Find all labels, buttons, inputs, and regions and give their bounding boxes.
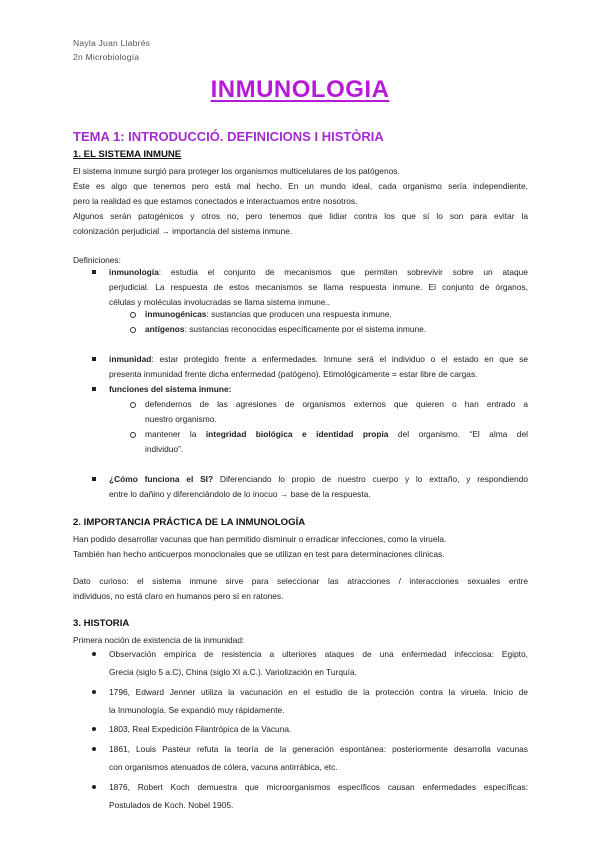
- section-1-heading: 1. EL SISTEMA INMUNE: [73, 149, 182, 160]
- dot-bullet-icon: [92, 785, 96, 789]
- def-inmunologia-b: perjudicial. La respuesta de estos mecanismos se llama respuesta inmune. El conjunto de órganos,: [109, 282, 528, 292]
- def-inmunidad: [109, 354, 528, 364]
- course-name: 2n Microbiología: [73, 52, 140, 62]
- circle-bullet-icon: [130, 312, 136, 318]
- s2-paragraph-3b: individuos, no está claro en humanos pero sí en ratones.: [73, 591, 284, 601]
- def-inmunologia: [109, 267, 528, 277]
- dot-bullet-icon: [92, 652, 96, 656]
- author-name: Nayla Juan Llabrés: [73, 38, 151, 48]
- dot-bullet-icon: [92, 727, 96, 731]
- term-inmunogenicas: inmunogénicas: [145, 309, 207, 319]
- historia-item-4b: con organismos atenuados de cólera, vacuna antirrábica, etc.: [109, 762, 338, 772]
- circle-bullet-icon: [130, 327, 136, 333]
- term-como-funciona: ¿Cómo funciona el SI?: [109, 474, 214, 484]
- def-antigenos: [145, 324, 426, 334]
- term-antigenos: antígenos: [145, 324, 185, 334]
- term-inmunidad: inmunidad: [109, 354, 152, 364]
- term-funciones: funciones del sistema inmune:: [109, 384, 232, 394]
- historia-item-1b: Grecia (siglo 5 a.C), China (siglo XI a.C.). Variolización en Turquía.: [109, 667, 357, 677]
- circle-bullet-icon: [130, 432, 136, 438]
- funcion-2a-pre: mantener la: [145, 429, 206, 439]
- s2-paragraph-1: Han podido desarrollar vacunas que han permitido disminuir o erradicar infecciones, como la viruela.: [73, 534, 447, 544]
- def-inmunidad-text: : estar protegido frente a enfermedades. Inmune será el individuo o el estado en que se: [151, 354, 528, 364]
- def-inmunogenicas: [145, 309, 392, 319]
- def-funciones: [109, 384, 231, 394]
- funcion-2a: [145, 429, 528, 439]
- s3-intro: Primera noción de existencia de la inmunidad:: [73, 635, 245, 645]
- dot-bullet-icon: [92, 747, 96, 751]
- historia-item-4a: 1861, Louis Pasteur refuta la teoría de la generación espontánea: posteriormente desarrolla vacunas: [109, 744, 528, 754]
- funcion-1a: defendernos de las agresiones de organismos externos que quieren o han entrado a: [145, 399, 528, 409]
- funcion-1b: nuestro organismo.: [145, 414, 217, 424]
- s1-paragraph-2a: Éste es algo que tenemos pero está mal hecho. En un mundo ideal, cada organismo sería independiente,: [73, 181, 528, 191]
- s1-paragraph-1: El sistema inmune surgió para proteger los organismos multicelulares de los patógenos.: [73, 166, 400, 176]
- document-title: INMUNOLOGIA: [210, 76, 390, 103]
- como-funciona: [109, 474, 528, 484]
- como-funciona-b: entre lo dañino y diferenciándolo de lo inocuo → base de la respuesta.: [109, 489, 371, 499]
- dot-bullet-icon: [92, 690, 96, 694]
- s1-paragraph-2b: pero la realidad es que estamos conectados e interactuamos entre nosotros.: [73, 196, 358, 206]
- square-bullet-icon: [92, 477, 96, 481]
- funcion-2a-bold: integridad biológica e identidad propia: [205, 429, 389, 439]
- def-inmunidad-b: presenta inmunidad frente dicha enfermedad (patógeno). Etimológicamente = estar libre de cargas.: [109, 369, 478, 379]
- def-inmunologia-text: : estudia el conjunto de mecanismos que permiten sobrevivir sobre un ataque: [158, 267, 528, 277]
- def-antigenos-text: : sustancias reconocidas específicamente por el sistema inmune.: [184, 324, 427, 334]
- historia-item-5b: Postulados de Koch. Nobel 1905.: [109, 800, 234, 810]
- como-funciona-text: Diferenciando lo propio de nuestro cuerpo y lo extraño, y respondiendo: [213, 474, 528, 484]
- historia-item-3a: 1803, Real Expedición Filantrópica de la Vacuna.: [109, 724, 292, 734]
- circle-bullet-icon: [130, 402, 136, 408]
- square-bullet-icon: [92, 357, 96, 361]
- historia-item-2a: 1796, Edward Jenner utiliza la vacunación en el estudio de la protección contra la viruela. Inicio de: [109, 687, 528, 697]
- s1-paragraph-3a: Algunos serán patogénicos y otros no, pero tenemos que lidiar contra los que sí lo son para evitar la: [73, 211, 528, 221]
- historia-item-5a: 1876, Robert Koch demuestra que microorganismos específicos causan enfermedades específicas:: [109, 782, 528, 792]
- definitions-label: Definiciones:: [73, 255, 121, 265]
- historia-item-1a: Observación empírica de resistencia a ulteriores ataques de una enfermedad infecciosa: Egipto,: [109, 649, 528, 659]
- square-bullet-icon: [92, 387, 96, 391]
- section-3-heading: 3. HISTORIA: [73, 618, 130, 629]
- def-inmunogenicas-text: : sustancias que producen una respuesta inmune.: [206, 309, 392, 319]
- topic-heading: TEMA 1: INTRODUCCIÓ. DEFINICIONS I HISTÒRIA: [73, 129, 384, 144]
- term-inmunologia: inmunología: [109, 267, 159, 277]
- square-bullet-icon: [92, 270, 96, 274]
- historia-item-2b: la Inmunología. Se expandió muy rápidamente.: [109, 705, 285, 715]
- s1-paragraph-3b: colonización perjudicial → importancia del sistema inmune.: [73, 226, 293, 236]
- funcion-2a-post: del organismo. “El alma del: [388, 429, 528, 439]
- s2-paragraph-3a: Dato curioso: el sistema inmune sirve para seleccionar las atracciones / interacciones sexuales entre: [73, 576, 528, 586]
- section-2-heading: 2. IMPORTANCIA PRÁCTICA DE LA INMUNOLOGÍA: [73, 517, 306, 528]
- s2-paragraph-2: También han hecho anticuerpos monoclonales que se utilizan en test para determinaciones clínicas.: [73, 549, 445, 559]
- def-inmunologia-c: células y moléculas involucradas se llama sistema inmune..: [109, 297, 331, 307]
- funcion-2b: individuo”.: [145, 444, 184, 454]
